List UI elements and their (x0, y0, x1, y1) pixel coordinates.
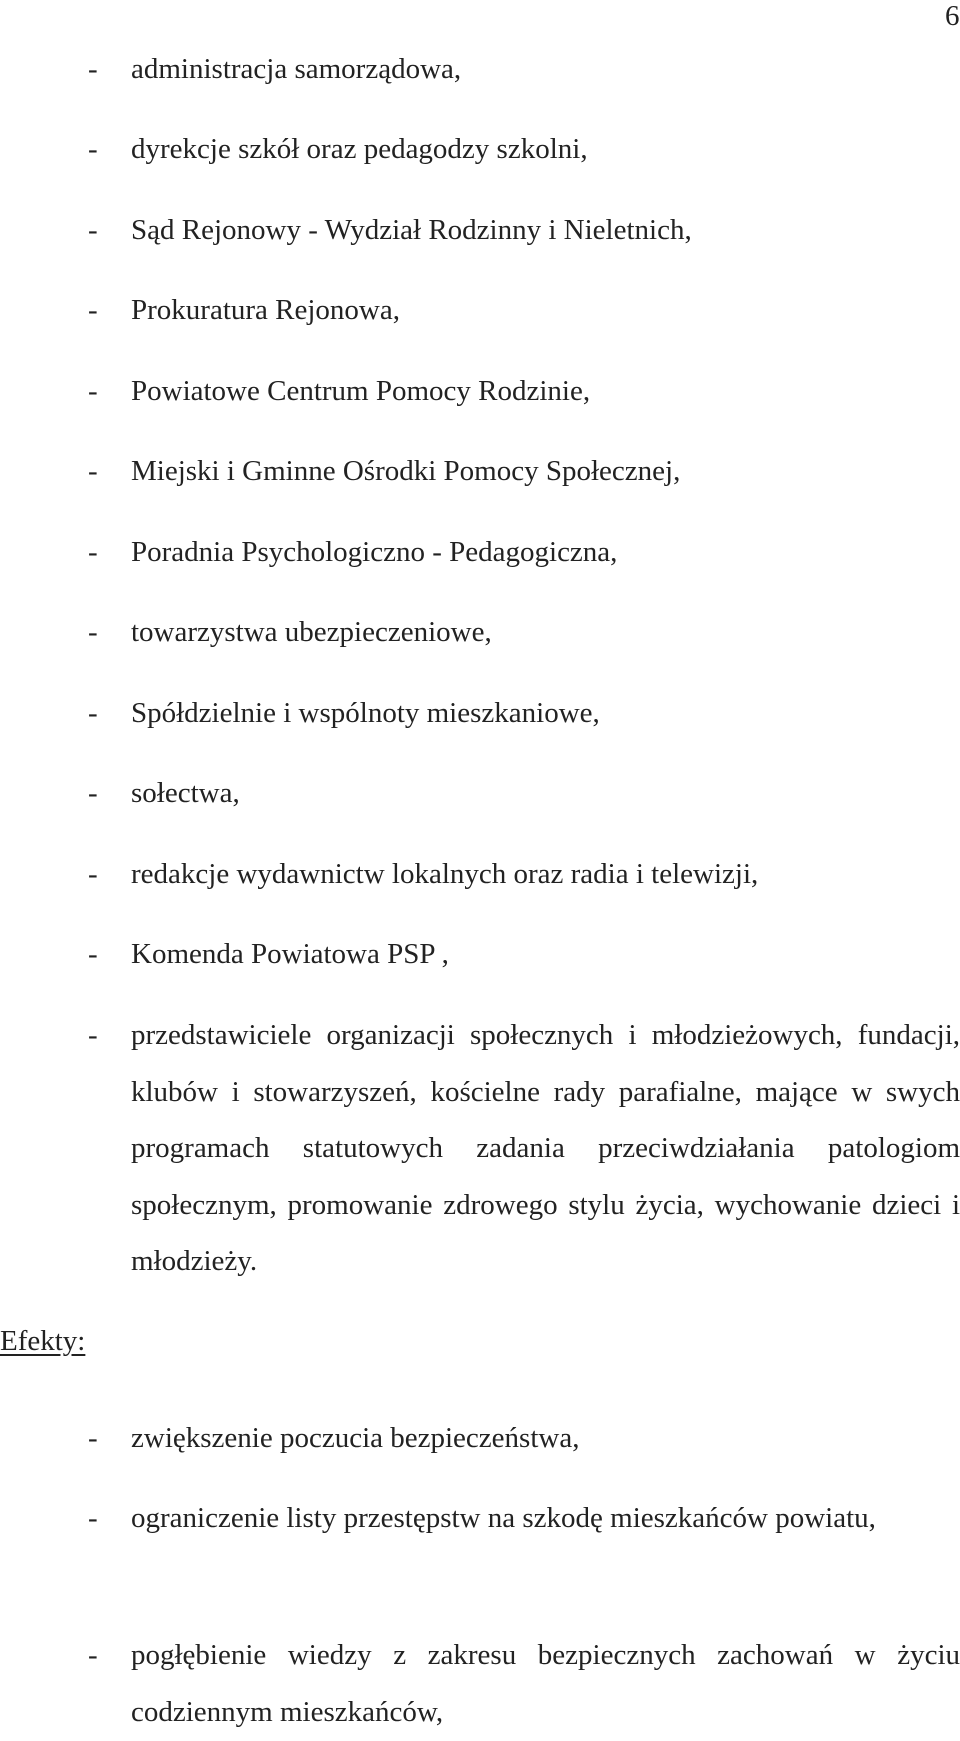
list-dash: - (88, 214, 98, 246)
list-item (88, 604, 960, 661)
list-dash: - (88, 455, 98, 487)
list-item (88, 282, 960, 339)
list-dash: - (88, 1422, 98, 1454)
list-item (88, 41, 960, 98)
list-dash: - (88, 536, 98, 568)
list-dash: - (88, 53, 98, 85)
list-item (88, 685, 960, 742)
list-item (88, 1627, 960, 1740)
list-item-text: administracja samorządowa, (131, 53, 462, 85)
list-item (88, 363, 960, 420)
list-item-text: Prokuratura Rejonowa, (131, 294, 400, 326)
list-dash: - (88, 616, 98, 648)
list-item (88, 1007, 960, 1290)
list-item-text: Miejski i Gminne Ośrodki Pomocy Społecznej, (131, 455, 681, 487)
list-item-text: pogłębienie wiedzy z zakresu bezpiecznych zachowań w życiu codziennym mieszkańców, (131, 1639, 960, 1728)
list-dash: - (88, 1019, 98, 1051)
list-item-text: zwiększenie poczucia bezpieczeństwa, (131, 1422, 580, 1454)
effects-heading: Efekty: (0, 1325, 86, 1357)
list-dash: - (88, 1502, 98, 1534)
list-item-text: redakcje wydawnictw lokalnych oraz radia i telewizji, (131, 858, 759, 890)
list-item-text: Komenda Powiatowa PSP , (131, 938, 449, 970)
list-dash: - (88, 858, 98, 890)
list-item-text: Spółdzielnie i wspólnoty mieszkaniowe, (131, 697, 600, 729)
list-item-text: dyrekcje szkół oraz pedagodzy szkolni, (131, 133, 588, 165)
list-item-text: Powiatowe Centrum Pomocy Rodzinie, (131, 375, 591, 407)
list-dash: - (88, 375, 98, 407)
list-item (88, 926, 960, 983)
list-dash: - (88, 133, 98, 165)
list-item (88, 443, 960, 500)
list-item (88, 765, 960, 822)
list-item (88, 121, 960, 178)
list-item-text: Poradnia Psychologiczno - Pedagogiczna, (131, 536, 618, 568)
list-item-text: przedstawiciele organizacji społecznych i młodzieżowych, fundacji, klubów i stowarzyszeń, kościelne rady parafialne, mające w swych programach statutowych zadania przeciwdziałania patologiom społecznym, promowanie zdrowego stylu życia, wychowanie dzieci i młodzieży. (131, 1019, 960, 1278)
list-item (88, 524, 960, 581)
list-item (88, 202, 960, 259)
list-dash: - (88, 777, 98, 809)
list-item-text: ograniczenie listy przestępstw na szkodę mieszkańców powiatu, (131, 1502, 876, 1534)
page-number: 6 (945, 0, 960, 32)
list-item-text: towarzystwa ubezpieczeniowe, (131, 616, 492, 648)
list-item (88, 846, 960, 903)
list-dash: - (88, 938, 98, 970)
list-item-text: Sąd Rejonowy - Wydział Rodzinny i Nieletnich, (131, 214, 692, 246)
list-item (88, 1410, 960, 1467)
list-item (88, 1490, 960, 1547)
list-dash: - (88, 697, 98, 729)
list-dash: - (88, 1639, 98, 1671)
list-item-text: sołectwa, (131, 777, 240, 809)
list-dash: - (88, 294, 98, 326)
